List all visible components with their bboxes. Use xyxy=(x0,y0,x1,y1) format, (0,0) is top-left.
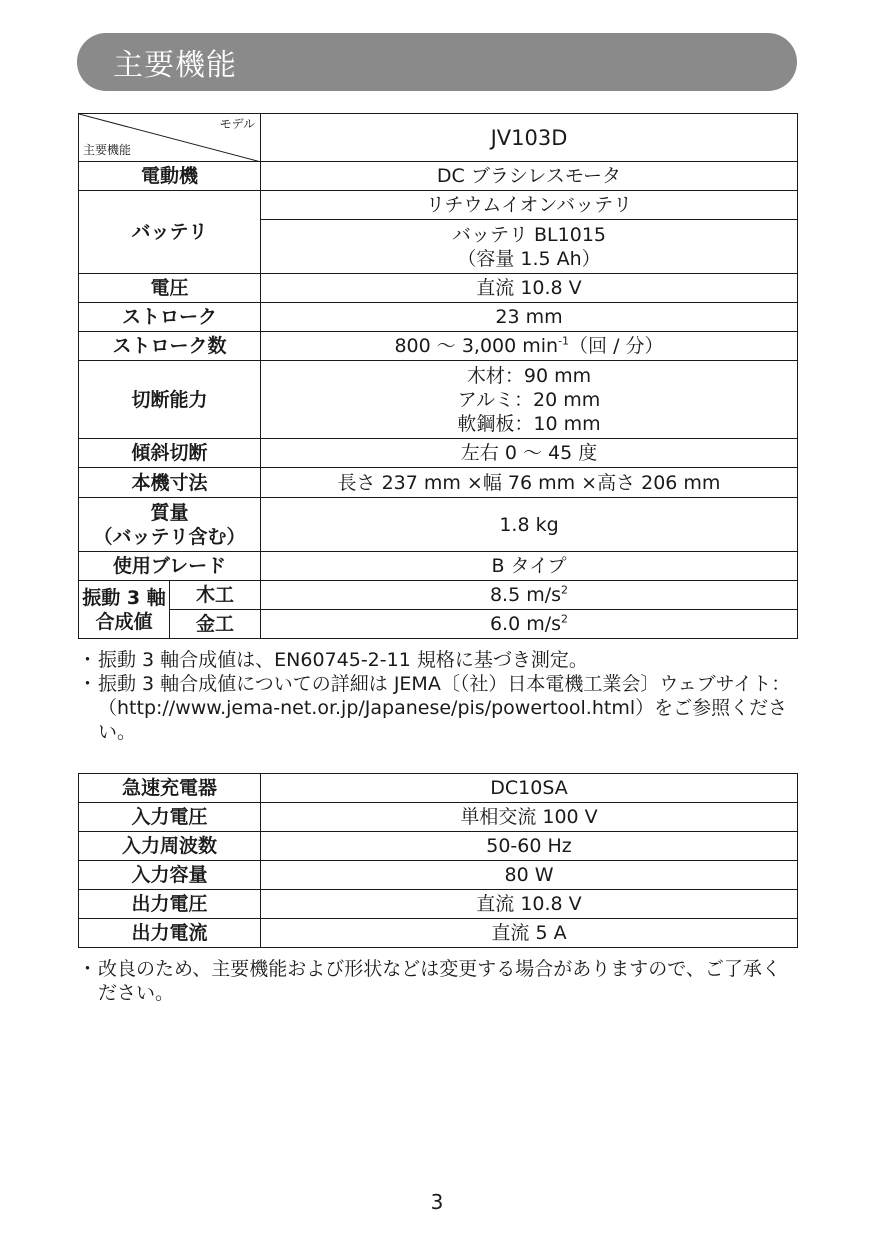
bevel-label: 傾斜切断 xyxy=(79,439,261,468)
table-row xyxy=(79,803,798,832)
note-text: 振動 3 軸合成値は、EN60745-2-11 規格に基づき測定。 xyxy=(98,649,588,671)
vibration-label-sub: 合成値 xyxy=(95,610,153,633)
bullet: ・ xyxy=(78,958,98,980)
mass-label-note: （バッテリ含む） xyxy=(93,525,246,548)
charger-table xyxy=(78,773,798,948)
motor-value: DC ブラシレスモータ xyxy=(261,162,798,191)
strokes-exponent: -1 xyxy=(558,334,570,348)
vibration-metal-value xyxy=(261,610,798,639)
vibration-wood-number: 8.5 m/s xyxy=(489,584,562,606)
table-row xyxy=(79,890,798,919)
table-row xyxy=(79,610,798,639)
page-title: 主要機能 xyxy=(113,48,237,83)
charger-label: 急速充電器 xyxy=(79,774,261,803)
note-item xyxy=(78,672,798,744)
vibration-label-cell xyxy=(79,581,170,639)
battery-capacity: （容量 1.5 Ah） xyxy=(457,247,601,270)
corner-model-label: モデル xyxy=(219,117,255,131)
vibration-metal-number: 6.0 m/s xyxy=(489,613,562,635)
table-row xyxy=(79,581,798,610)
output-voltage-value: 直流 10.8 V xyxy=(261,890,798,919)
table-row xyxy=(79,114,798,162)
output-current-value: 直流 5 A xyxy=(261,919,798,948)
table-row xyxy=(79,861,798,890)
mass-label-cell xyxy=(79,498,261,552)
bevel-value: 左右 0 ～ 45 度 xyxy=(261,439,798,468)
footnote-text: 改良のため、主要機能および形状などは変更する場合がありますので、ご了承ください。 xyxy=(98,958,781,1004)
input-capacity-value: 80 W xyxy=(261,861,798,890)
squared-exponent: 2 xyxy=(561,612,569,626)
note-item xyxy=(78,957,798,1005)
input-capacity-label: 入力容量 xyxy=(79,861,261,890)
table-row xyxy=(79,832,798,861)
motor-label: 電動機 xyxy=(79,162,261,191)
cutting-aluminum: アルミ：20 mm xyxy=(457,388,601,411)
vibration-label: 振動 3 軸 xyxy=(82,586,166,609)
table-row xyxy=(79,361,798,439)
bullet: ・ xyxy=(78,673,98,695)
model-name: JV103D xyxy=(261,114,798,162)
blade-value: B タイプ xyxy=(261,552,798,581)
strokes-per-minute-value xyxy=(261,332,798,361)
spec-table xyxy=(78,113,798,639)
battery-model: バッテリ BL1015 xyxy=(451,223,606,246)
table-row xyxy=(79,332,798,361)
input-voltage-value: 単相交流 100 V xyxy=(261,803,798,832)
battery-type: リチウムイオンバッテリ xyxy=(261,191,798,220)
page-number: 3 xyxy=(430,1190,444,1214)
table-row xyxy=(79,303,798,332)
table-row xyxy=(79,919,798,948)
table-row xyxy=(79,439,798,468)
output-voltage-label: 出力電圧 xyxy=(79,890,261,919)
note-text: 振動 3 軸合成値についての詳細は JEMA〔（社）日本電機工業会〕ウェブサイト：（http://www.jema-net.or.jp/Japanese/pis/powertool.html）をご参照ください。 xyxy=(98,673,791,743)
section-title-banner xyxy=(77,33,797,91)
table-row xyxy=(79,191,798,220)
input-voltage-label: 入力電圧 xyxy=(79,803,261,832)
stroke-value: 23 mm xyxy=(261,303,798,332)
spec-notes xyxy=(78,648,798,744)
cutting-capacity-cell xyxy=(261,361,798,439)
table-row xyxy=(79,774,798,803)
cutting-wood: 木材：90 mm xyxy=(466,364,592,387)
table-row xyxy=(79,162,798,191)
revision-note xyxy=(78,957,798,1005)
mass-label: 質量 xyxy=(150,501,189,524)
dimensions-value: 長さ 237 mm ×幅 76 mm ×高さ 206 mm xyxy=(261,468,798,498)
battery-label: バッテリ xyxy=(79,191,261,274)
squared-exponent: 2 xyxy=(561,583,569,597)
dimensions-label: 本機寸法 xyxy=(79,468,261,498)
cutting-capacity-label: 切断能力 xyxy=(79,361,261,439)
table-row xyxy=(79,468,798,498)
blade-label: 使用ブレード xyxy=(79,552,261,581)
charger-value: DC10SA xyxy=(261,774,798,803)
voltage-label: 電圧 xyxy=(79,274,261,303)
strokes-range: 800 ～ 3,000 min xyxy=(394,335,559,357)
input-frequency-label: 入力周波数 xyxy=(79,832,261,861)
table-row xyxy=(79,274,798,303)
note-item xyxy=(78,648,798,672)
vibration-metal-label: 金工 xyxy=(170,610,261,639)
table-row xyxy=(79,552,798,581)
mass-value: 1.8 kg xyxy=(261,498,798,552)
vibration-wood-label: 木工 xyxy=(170,581,261,610)
corner-key-label: 主要機能 xyxy=(83,143,132,157)
stroke-label: ストローク xyxy=(79,303,261,332)
output-current-label: 出力電流 xyxy=(79,919,261,948)
cutting-steel: 軟鋼板：10 mm xyxy=(457,412,601,435)
bullet: ・ xyxy=(78,649,98,671)
table-row xyxy=(79,498,798,552)
header-corner-cell xyxy=(79,114,261,162)
strokes-unit: （回 / 分） xyxy=(569,335,664,357)
strokes-per-minute-label: ストローク数 xyxy=(79,332,261,361)
voltage-value: 直流 10.8 V xyxy=(261,274,798,303)
battery-model-cell xyxy=(261,220,798,274)
input-frequency-value: 50-60 Hz xyxy=(261,832,798,861)
vibration-wood-value xyxy=(261,581,798,610)
